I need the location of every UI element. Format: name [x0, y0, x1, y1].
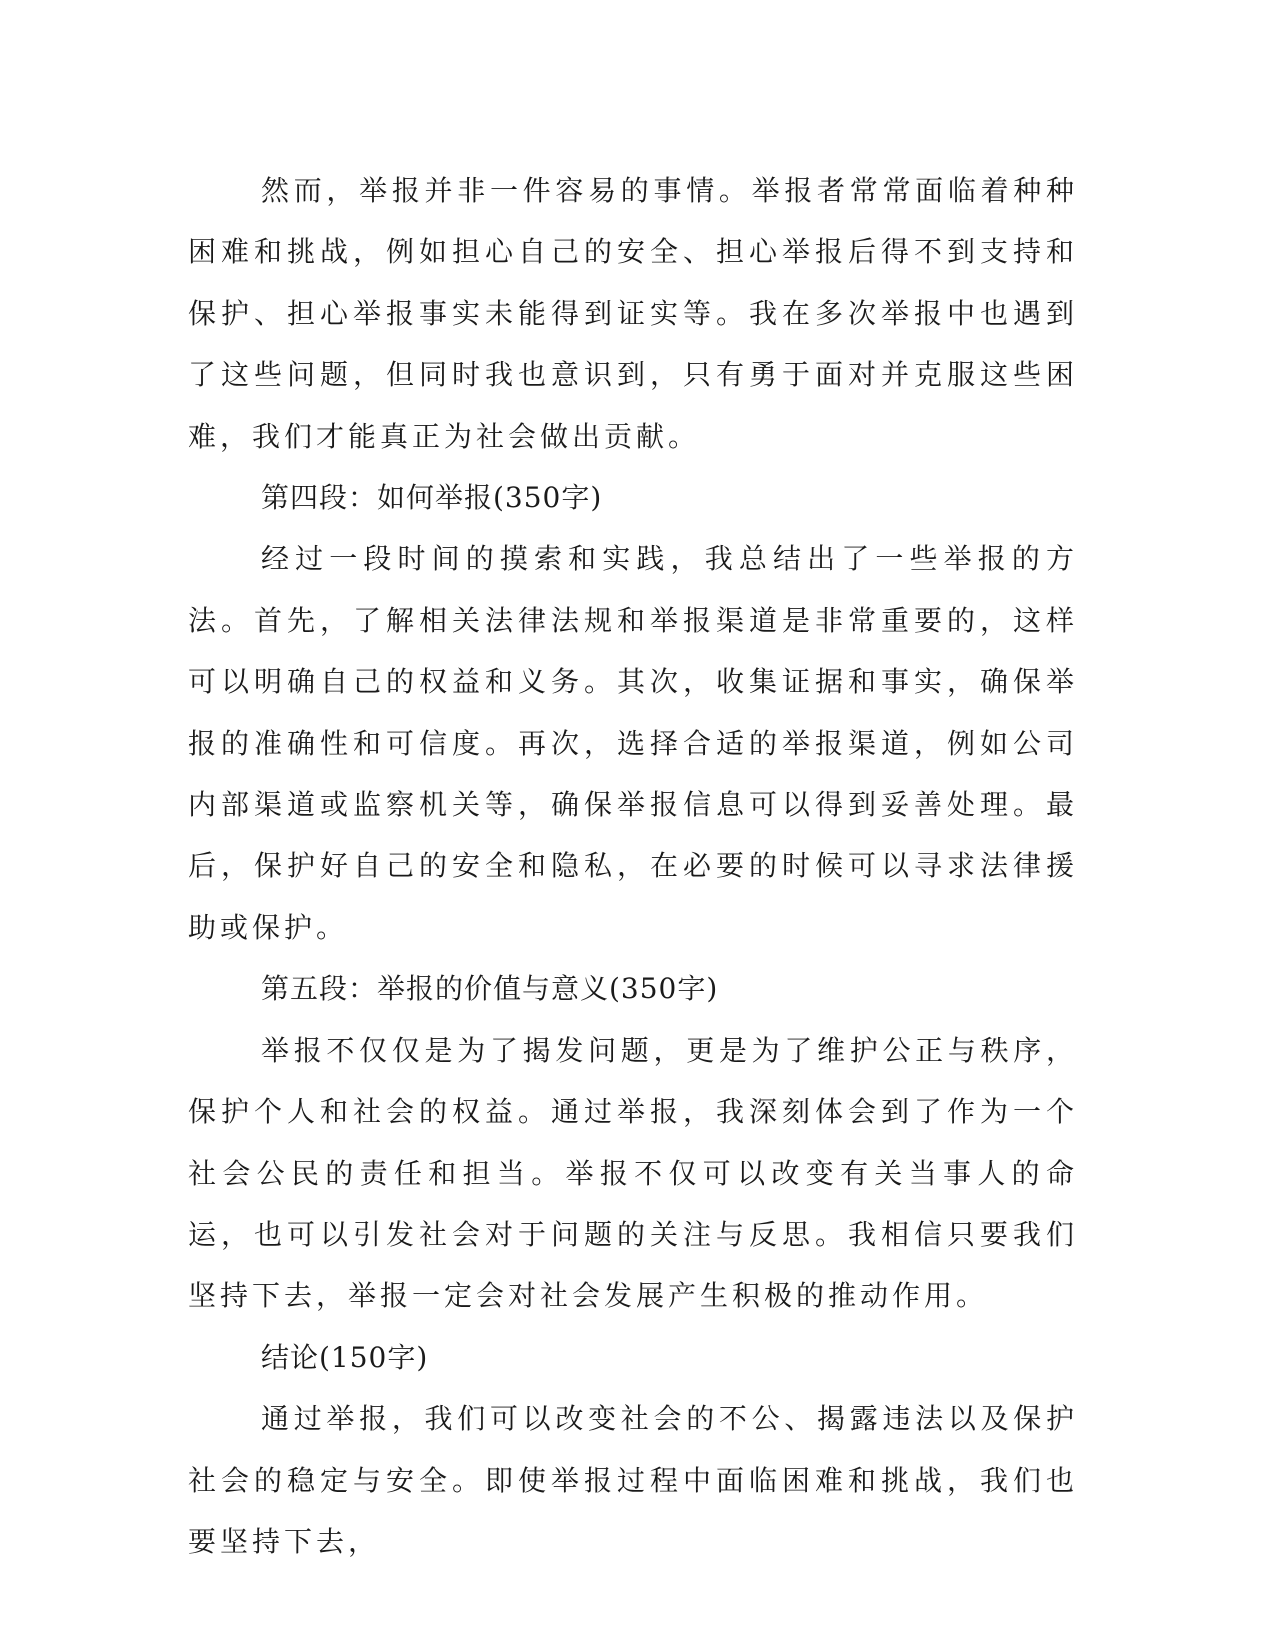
section-heading-how-to-report: 第四段：如何举报(350字)	[261, 481, 603, 515]
section-heading-value-and-meaning: 第五段：举报的价值与意义(350字)	[261, 972, 719, 1006]
paragraph-how-to-report: 经过一段时间的摸索和实践，我总结出了一些举报的方法。首先，了解相关法律法规和举报渠道是非常重要的，这样可以明确自己的权益和义务。其次，收集证据和事实，确保举报的准确性和可信度。再次，选择合适的举报渠道，例如公司内部渠道或监察机关等，确保举报信息可以得到妥善处理。最后，保护好自己的安全和隐私，在必要的时候可以寻求法律援助或保护。	[188, 542, 1078, 944]
document-body	[188, 160, 1078, 1572]
paragraph-difficulties: 然而，举报并非一件容易的事情。举报者常常面临着种种困难和挑战，例如担心自己的安全、担心举报后得不到支持和保护、担心举报事实未能得到证实等。我在多次举报中也遇到了这些问题，但同时我也意识到，只有勇于面对并克服这些困难，我们才能真正为社会做出贡献。	[188, 174, 1078, 453]
paragraph-value-and-meaning: 举报不仅仅是为了揭发问题，更是为了维护公正与秩序，保护个人和社会的权益。通过举报，我深刻体会到了作为一个社会公民的责任和担当。举报不仅可以改变有关当事人的命运，也可以引发社会对于问题的关注与反思。我相信只要我们坚持下去，举报一定会对社会发展产生积极的推动作用。	[188, 1033, 1078, 1313]
section-heading-conclusion: 结论(150字)	[261, 1340, 429, 1374]
paragraph-conclusion: 通过举报，我们可以改变社会的不公、揭露违法以及保护社会的稳定与安全。即使举报过程中面临困难和挑战，我们也要坚持下去，	[188, 1402, 1078, 1558]
